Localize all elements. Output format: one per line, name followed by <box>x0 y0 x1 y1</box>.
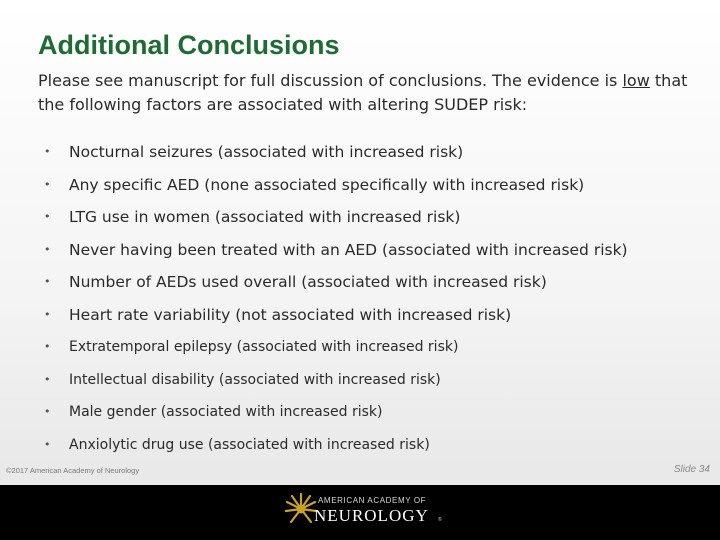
bullet-icon: • <box>44 210 51 223</box>
intro-emphasis-low: low <box>622 71 650 90</box>
bullet-icon: • <box>44 145 51 158</box>
list-item <box>44 335 628 368</box>
logo-trademark: ® <box>438 517 442 523</box>
list-item-text: Heart rate variability (not associated with increased risk) <box>69 305 512 324</box>
conclusion-list <box>44 140 628 465</box>
list-item <box>44 433 628 466</box>
list-item <box>44 303 628 336</box>
slide-title: Additional Conclusions <box>38 30 340 60</box>
bullet-icon: • <box>44 307 51 321</box>
bullet-icon: • <box>44 437 51 451</box>
list-item-text: Intellectual disability (associated with increased risk) <box>69 371 441 388</box>
list-item-text: Number of AEDs used overall (associated with increased risk) <box>69 273 547 291</box>
list-item-text: Anxiolytic drug use (associated with increased risk) <box>69 436 430 453</box>
aan-logo <box>284 490 454 534</box>
list-item-text: Extratemporal epilepsy (associated with increased risk) <box>69 339 459 355</box>
list-item <box>44 173 628 206</box>
bullet-icon: • <box>44 242 51 256</box>
list-item <box>44 205 628 238</box>
bullet-icon: • <box>44 372 51 386</box>
intro-text-start: Please see manuscript for full discussion of conclusions. The evidence is <box>38 71 623 90</box>
logo-line-2: NEUROLOGY <box>314 506 429 525</box>
bullet-icon: • <box>44 177 51 191</box>
intro-text-end: that the following factors are associated with altering SUDEP risk: <box>38 71 688 114</box>
copyright-text: ©2017 American Academy of Neurology <box>6 466 140 475</box>
list-item <box>44 368 628 401</box>
bullet-icon: • <box>44 405 51 418</box>
slide-number: Slide 34 <box>673 464 710 475</box>
list-item <box>44 238 628 271</box>
bullet-icon: • <box>44 340 51 353</box>
list-item <box>44 400 628 433</box>
list-item-text: LTG use in women (associated with increased risk) <box>69 208 461 226</box>
bullet-icon: • <box>44 275 51 288</box>
logo-line-1: AMERICAN ACADEMY OF <box>318 496 427 505</box>
list-item-text: Nocturnal seizures (associated with increased risk) <box>69 143 464 161</box>
intro-paragraph <box>38 69 698 117</box>
list-item-text: Never having been treated with an AED (associated with increased risk) <box>69 240 628 259</box>
starburst-icon <box>284 492 318 526</box>
list-item <box>44 270 628 303</box>
list-item-text: Any specific AED (none associated specifically with increased risk) <box>69 175 585 194</box>
list-item <box>44 140 628 173</box>
list-item-text: Male gender (associated with increased risk) <box>69 404 383 420</box>
